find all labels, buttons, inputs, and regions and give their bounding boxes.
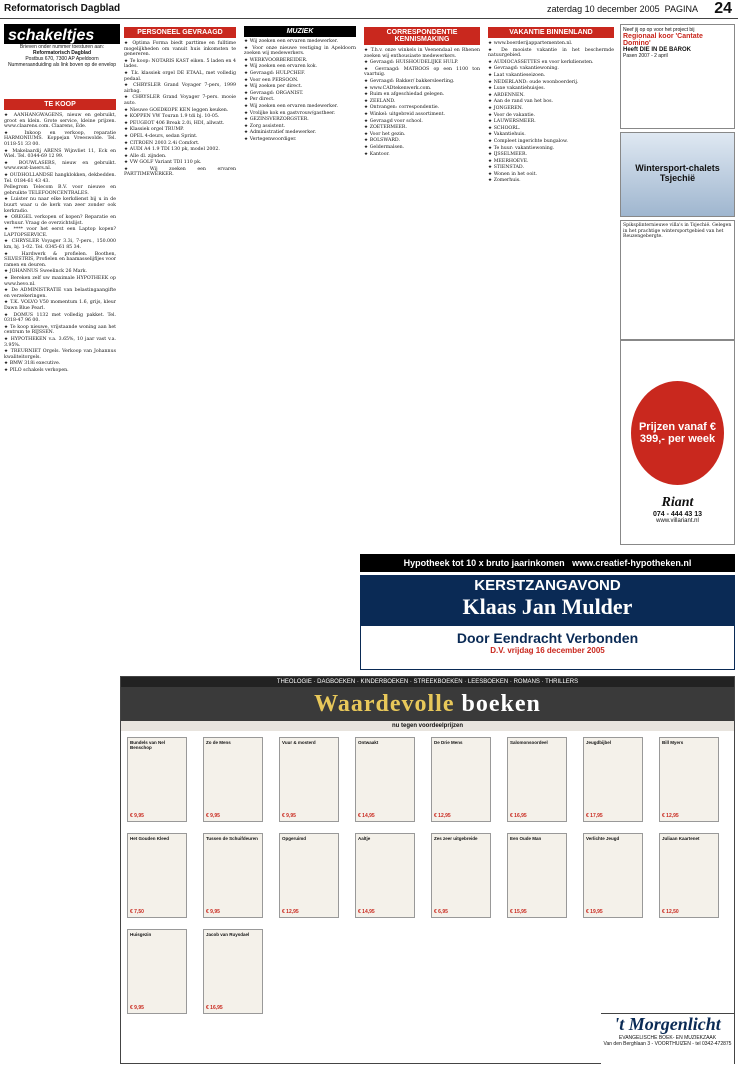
- book-item[interactable]: [127, 737, 187, 822]
- classified-ad: ★ CITROEN 2003 2.4i Comfort.: [124, 140, 200, 146]
- classified-ad: ★ Gevraagd: HULPCHEF.: [244, 70, 306, 76]
- book-item[interactable]: [127, 929, 187, 1014]
- classified-ad: ★ TREURNIET Orgels. Verkoop van Johannus kwaliteitorgels.: [4, 349, 116, 360]
- classified-ad: ★ Makelaardij ARENS Wijnvliet 11, Eck en Wiel. Tel. 0344-69 12 99.: [4, 148, 116, 160]
- classified-ad: ★ Luxe vakantiehuisjes.: [488, 86, 546, 92]
- book-price: € 16,95: [510, 813, 527, 819]
- bookshop-sub: nu tegen voordeelprijzen: [121, 721, 734, 731]
- book-title: Jeugdbijbel: [586, 740, 612, 745]
- riant-price-badge: Prijzen vanaf € 399,- per week: [631, 381, 724, 485]
- classified-ad: ★ Bereken zelf uw maximale HYPOTHEEK op www.hevo.nl.: [4, 276, 116, 287]
- hyp-text: Hypotheek tot 10 x bruto jaarinkomen: [403, 558, 565, 568]
- classified-ad: ★ BMW 318i executive.: [4, 361, 61, 367]
- classified-ad: ★ IJSSELMEER.: [488, 152, 527, 158]
- ads-column: [620, 24, 735, 343]
- classified-ad: ★ Zomerhuis.: [488, 178, 521, 184]
- ad-cantate-domino[interactable]: [620, 24, 735, 129]
- classified-ad: ★ ZEELAND.: [364, 98, 396, 104]
- classified-ad: ★ VW GOLF Variant TDI 110 pk.: [124, 160, 202, 166]
- book-title: Bill Myers: [662, 740, 684, 745]
- classified-ad: ★ Te koop: NOTARIS KAST eiken. 5 laden en 4 lades.: [124, 58, 236, 70]
- ad1-line4: Pasen 2007 - 2 april: [623, 53, 668, 59]
- ad-kerstzangavond[interactable]: [360, 575, 735, 625]
- column-4: [364, 24, 480, 550]
- book-price: € 15,95: [510, 909, 527, 915]
- classified-ad: ★ Voor het gezin.: [364, 131, 406, 137]
- classified-ad: ★ Hardwerk & profielen. Boothen, SILVESTRIS, Profielen en baamasselijfijes voor ramen en deuren.: [4, 251, 116, 268]
- book-title: Tussen de Schuifdeuren: [206, 836, 258, 841]
- schakeltjes-logo: [4, 24, 120, 68]
- classified-ad: ★ Wij zoeken een ervaren PARTTIMEWERKER.: [124, 166, 236, 178]
- book-title: Jacob van Ruysdael: [206, 932, 250, 937]
- book-item[interactable]: [279, 833, 339, 918]
- ad1-line3: Heeft DIE IN DE BAROK: [623, 47, 692, 53]
- classified-ad: ★ Compleet ingerichte bungalow.: [488, 138, 568, 144]
- classified-ad: ★ T.K. VOLVO V50 momentum 1.6, grijs, kleur Dawn Blue Pearl.: [4, 300, 116, 311]
- classified-ad: ★ STIENSTAD.: [488, 165, 524, 171]
- classified-ad: ★ Luister nu naar elke kerkdienst bij u in de buurt waar u de kerk van zeer zonder ook kerkradio.: [4, 197, 116, 214]
- book-title: Verlichte Jeugd: [586, 836, 620, 841]
- logo-sub3: Postbus 670, 7300 AP Apeldoorn: [25, 56, 99, 62]
- book-grid: [121, 733, 734, 1015]
- classified-ad: ★ AUDIOCASSETTES en voor kerkdiensten.: [488, 59, 594, 65]
- classified-ad: ★ Wij zoeken een ervaren medewerker.: [244, 103, 338, 109]
- book-price: € 19,95: [586, 909, 603, 915]
- ad-wintersport[interactable]: [620, 132, 735, 217]
- section-personeel-gevraagd: PERSONEEL GEVRAAGD: [124, 27, 236, 38]
- classified-ad: ★ Te koop nieuwe, vrijstaande woning aan het centrum te RIJSSEN.: [4, 324, 116, 336]
- riant-brand: Riant: [661, 495, 694, 510]
- book-item[interactable]: [507, 833, 567, 918]
- page-number: 24: [714, 0, 732, 17]
- classified-ad: ★ Laat vakantieseizoen.: [488, 72, 546, 78]
- logo-sub2: Reformatorisch Dagblad: [32, 50, 92, 56]
- classified-ad: ★ Per direct.: [244, 97, 275, 103]
- classified-ad: ★ Gevraagd: MATROOS op een 1100 ton vaartuig.: [364, 66, 480, 78]
- kerst-choir: Door Eendracht Verbonden: [456, 630, 639, 646]
- classified-ad: ★ Vakantiehuis.: [488, 132, 526, 138]
- logo-sub4: Nummeraanduiding als link boven op de envelop: [7, 62, 117, 68]
- book-title: Zo de Mens: [206, 740, 231, 745]
- book-title: Vuur & mosterd: [282, 740, 316, 745]
- book-item[interactable]: [355, 833, 415, 918]
- logo-sub1: Brieven onder nummer toesturen aan:: [19, 44, 105, 50]
- book-price: € 9,95: [206, 909, 220, 915]
- ad-hypotheek[interactable]: [360, 554, 735, 572]
- riant-phone: 074 - 444 43 13: [652, 511, 703, 518]
- ad2-title: Wintersport-chalets Tsjechië: [635, 163, 720, 183]
- ad-kerst-details: [360, 625, 735, 670]
- classified-ad: ★ WERKVOORBEREIDER.: [244, 57, 308, 63]
- section-correspondentie: CORRESPONDENTIE KENNISMAKING: [364, 27, 480, 45]
- classified-ad: ★ LAUWERSMEER.: [488, 119, 536, 125]
- bookshop-header: THEOLOGIE · DAGBOEKEN · KINDERBOEKEN · STREEKBOEKEN · LEESBOEKEN · ROMANS · THRILLERS: [121, 677, 734, 687]
- classified-ad: ★ AANHANGWAGENS, nieuw en gebruikt, groot en klein. Grote service, kleine prijzen. www.claarens.com. Claarens, Ede.: [4, 113, 116, 130]
- book-title: Huisgezin: [130, 932, 152, 937]
- book-price: € 14,95: [358, 813, 375, 819]
- kerst-title: KERSTZANGAVOND: [474, 577, 621, 594]
- book-title: Een Oude Man: [510, 836, 542, 841]
- ad1-line2: Regionaal koor 'Cantate Domino': [623, 33, 703, 47]
- book-title: Opgeruimd: [282, 836, 307, 841]
- classified-ad: ★ www.boerderijappartementen.nl.: [488, 41, 573, 46]
- classified-ad: ★ Zorg assistent.: [244, 123, 286, 129]
- classified-ad: ★ Gevraagd voor school.: [364, 118, 423, 124]
- book-title: Salomonsoordeel: [510, 740, 548, 745]
- section-vakantie-binnenland: VAKANTIE BINNENLAND: [488, 27, 614, 38]
- classified-ad: ★ De ADMINISTRATIE van belastingaangifte en verzekeringen.: [4, 288, 116, 299]
- book-title: Zes zeer uitgebreide: [434, 836, 478, 841]
- classified-ad: ★ T.h.v. onze winkels in Veenendaal en Rhenen zoeken wij enthousiaste medewerkers.: [364, 48, 480, 59]
- book-title: Juliaan Kaartenet: [662, 836, 700, 841]
- classified-ad: ★ CHRYSLER Grand Voyager 7-pers, 1999 airbag.: [124, 83, 236, 94]
- book-price: € 16,95: [206, 1005, 223, 1011]
- classified-ad: ★ AUDI A4 1.9 TDI 130 pk, model 2002.: [124, 147, 220, 153]
- book-item[interactable]: [127, 833, 187, 918]
- classified-ad: ★ Ontvangen: correspondentie.: [364, 105, 440, 111]
- kerst-artist: Klaas Jan Mulder: [462, 594, 633, 619]
- classified-ad: ★ OPEL 4-deurs, sedan Sprint.: [124, 133, 198, 139]
- classified-ad: ★ BOLSWARD.: [364, 138, 400, 144]
- ad-text: Spiksplinternieuwe villa's in Tsjechië. Gelegen in het prachtige wintersportgebied van het Reuzengebergte.: [623, 223, 732, 239]
- book-price: € 17,95: [586, 813, 603, 819]
- classified-ad: ★ Gevraagd: ORGANIST.: [244, 90, 304, 96]
- ad-text-block: [620, 220, 735, 340]
- classified-ad: ★ BOUWLASERS, nieuw en gebruikt. www.swat-lasers.nl.: [4, 160, 116, 172]
- classified-ad: ★ PEUGEOT 406 Break 2.0i, HDI, allwatt.: [124, 120, 225, 126]
- book-item[interactable]: [659, 737, 719, 822]
- logo-title: schakeltjes: [4, 24, 120, 44]
- banner-b: boeken: [461, 691, 541, 717]
- classified-ad: ★ JOHANNUS Sweelinck 26 Mark.: [4, 269, 88, 275]
- classified-ad: ★ ZOETERMEER.: [364, 125, 407, 131]
- morgen-name: 't Morgenlicht: [614, 1014, 721, 1034]
- riant-url: www.villariant.nl: [656, 518, 699, 524]
- book-price: € 12,95: [282, 909, 299, 915]
- classified-ad: ★ Wij zoeken per direct.: [244, 84, 303, 90]
- classified-ad: ★ Gevraagd: HUISHOUDELIJKE HULP.: [364, 60, 459, 66]
- banner-a: Waardevolle: [314, 691, 455, 717]
- classified-ad: ★ DOMUS 1132 met volledig pakket. Tel. 0318-47 96 00.: [4, 312, 116, 324]
- classified-ad: ★ Winkel: uitgebreid assortiment.: [364, 111, 445, 117]
- classified-ad: ★ T.k. klassiek orgel DE ETAAL, met volledig pedaal.: [124, 70, 236, 82]
- book-price: € 9,95: [282, 813, 296, 819]
- book-item[interactable]: [431, 833, 491, 918]
- classified-ad: ★ Voor een PERSOON.: [244, 77, 299, 83]
- book-price: € 14,95: [358, 909, 375, 915]
- classified-ad: ★ Vrolijke kok en gastvrouw/gastheer.: [244, 110, 336, 116]
- classified-ad: ★ NEDERLAND: oude woonboerderij.: [488, 79, 579, 85]
- book-title: Ontwaakt: [358, 740, 379, 745]
- book-price: € 6,95: [434, 909, 448, 915]
- book-item[interactable]: [355, 737, 415, 822]
- classified-ad: ★ MEERHOEVE.: [488, 158, 529, 164]
- classified-ad: ★ ARDENNEN.: [488, 92, 525, 98]
- section-muziek: MUZIEK: [244, 26, 356, 37]
- classified-ad: ★ Alle dl. zijnden.: [124, 153, 167, 159]
- classified-ad: ★ **** voor het eerst een Laptop kopen? LAPTOPSERVICE.: [4, 227, 116, 238]
- book-item[interactable]: [203, 833, 263, 918]
- classified-ad: ★ www.CADtekenwerk.com.: [364, 85, 432, 91]
- book-price: € 9,95: [130, 813, 144, 819]
- ad1-line1: Neef jij op op voor het project bij: [623, 27, 695, 33]
- classified-ad: ★ Voor onze nieuwe vestiging in Apeldoorn zoeken wij medewerkers.: [244, 45, 356, 57]
- book-title: Aaltje: [358, 836, 371, 841]
- book-item[interactable]: [659, 833, 719, 918]
- classified-ad: ★ Ruim en afgeschiedad gelegen.: [364, 92, 445, 98]
- book-title: Het Gouden Kleed: [130, 836, 170, 841]
- book-item[interactable]: [507, 737, 567, 822]
- classified-ad: ★ OREGEL verkopen of kopen? Reparatie en verhuur. Vraag de overzichtslijst.: [4, 215, 116, 226]
- classified-ad: ★ Optima Forma biedt parttime en fulltime mogelijkheden om vanuit huis inkomsten te genereren.: [124, 41, 236, 58]
- book-item[interactable]: [203, 929, 263, 1014]
- classified-ad: ★ Vertegenwoordiger.: [244, 136, 297, 142]
- bookshop-ad: [120, 676, 735, 1064]
- section-te-koop: TE KOOP: [4, 99, 116, 110]
- classified-ad: ★ CHRYSLER Grand Voyager 7-pers. mooie auto.: [124, 95, 236, 106]
- classified-ad: ★ Aan de rand van het bos.: [488, 99, 554, 105]
- book-price: € 7,50: [130, 909, 144, 915]
- classified-ad: ★ HYPOTHEKEN v.a. 3.65%, 10 jaar vast v.a. 3.95%.: [4, 336, 116, 348]
- book-price: € 12,50: [662, 909, 679, 915]
- book-price: € 12,95: [662, 813, 679, 819]
- book-price: € 9,95: [206, 813, 220, 819]
- column-1: [4, 96, 116, 670]
- morgen-sub: EVANGELISCHE BOEK- EN MUZIEKZAAK: [618, 1035, 717, 1041]
- book-title: De Drie Mens: [434, 740, 463, 745]
- classified-ad: ★ Geldermalsen.: [364, 144, 405, 150]
- book-item[interactable]: [279, 737, 339, 822]
- paper-name: Reformatorisch Dagblad: [4, 3, 121, 14]
- classified-ad: ★ Voor de vakantie.: [488, 112, 536, 118]
- classified-ad: ★ PILO schakels verkopen.: [4, 367, 69, 373]
- classified-ad: ★ KOPPEN VW Touran 1.9 tdi bj. 10-05.: [124, 114, 220, 120]
- classified-ad: ★ Wij zoeken een ervaren medewerker.: [244, 39, 338, 44]
- book-item[interactable]: [431, 737, 491, 822]
- book-price: € 9,95: [130, 1005, 144, 1011]
- classified-ad: ★ Gevraagd: vakantiewoning.: [488, 66, 559, 72]
- column-5: [488, 24, 614, 550]
- classified-ad: ★ Administratief medewerker.: [244, 130, 317, 136]
- classified-ad: Pellegrom Telecom B.V. voor nieuwe en gebruikte TELEFOONCENTRALES.: [4, 185, 116, 196]
- classified-ad: ★ Klassiek orgel TRUMP.: [124, 127, 184, 133]
- morgen-addr: Van den Berghlaan 3 - VOORTHUIZEN - tel 0342-472875: [603, 1041, 732, 1047]
- ad-villa-riant[interactable]: [620, 340, 735, 545]
- book-item[interactable]: [583, 833, 643, 918]
- kerst-date: D.V. vrijdag 16 december 2005: [490, 646, 605, 655]
- book-item[interactable]: [203, 737, 263, 822]
- classified-ad: ★ OUDHOLLANDSE hangklokken, dekbedden. Tel. 0184-61 43 43.: [4, 172, 116, 184]
- classified-ad: ★ CHRYSLER Voyager 3.3i, 7-pers., 150.000 km, bj. 1-02. Tel. 0345-61 85 34.: [4, 239, 116, 251]
- classified-ad: ★ Kantoor.: [364, 151, 390, 157]
- column-2: [124, 24, 236, 670]
- classified-ad: ★ Wonen in het ooit.: [488, 171, 538, 177]
- classified-ad: ★ SCHOORL.: [488, 125, 521, 131]
- book-title: Bundels van Nel Benschop: [130, 740, 166, 750]
- issue-date: zaterdag 10 december 2005 PAGINA: [547, 4, 698, 14]
- classified-ad: ★ Gevraagd: Bakker/ bakkersleerling.: [364, 78, 455, 84]
- bookshop-banner: [121, 687, 734, 721]
- book-item[interactable]: [583, 737, 643, 822]
- classified-ad: ★ De mooiste vakantie in het beschermde natuurgebied.: [488, 47, 614, 59]
- book-price: € 12,95: [434, 813, 451, 819]
- classified-ad: ★ GEZINSVERZORGSTER.: [244, 117, 309, 123]
- classified-ad: ★ Te huur: vakantiewoning.: [488, 145, 555, 151]
- column-3: [244, 24, 356, 670]
- morgenlicht-logo: [601, 1013, 734, 1064]
- classified-ad: ★ JONGEREN.: [488, 105, 523, 111]
- masthead: [0, 0, 738, 19]
- hyp-url[interactable]: www.creatief-hypotheken.nl: [572, 558, 692, 568]
- classified-ad: ★ Nieuwe GOEDKOPE KEN leggen keuken.: [124, 107, 229, 113]
- classified-ad: ★ Wij zoeken een ervaren kok.: [244, 64, 318, 70]
- classified-ad: ★ Inkoop en verkoop, reparatie HARMONIUMS. Koppejan Vreeswolde. Tel. 0118-51 33 00.: [4, 130, 116, 147]
